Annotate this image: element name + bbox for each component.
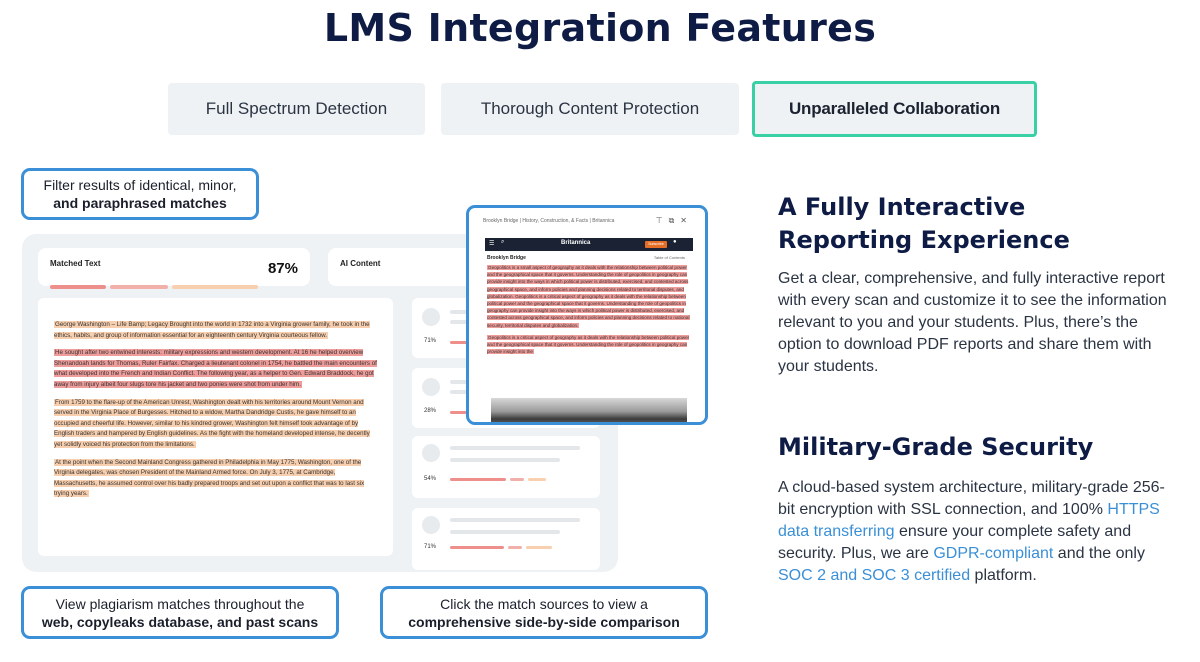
- source-article-text: Geopolitics is a small aspect of geography as it deals with the relationship between political power and the geographical space that it governs. Understanding the role of geopolitics in geography can provide insight into the ways in which political power is distributed, exercised, and contested across geographical space, and inform policies and planning decisions related to territorial disputes, and globalization. Geopolitics is a critical aspect of geography as it deals with the relationship between political power and the geographical space that it governs. Understanding the role of geopolitics in geography can provide insight into the ways in which political power is distributed, exercised, and contested across geographical space, and inform policies and planning decisions related to national security, territorial disputes and globalization. Geopolitics is a critical aspect of geography as it deals with the relationship between political power and the geographical space that it governs. Understanding the role of geopolitics in geography can provide insight into the: [487, 265, 690, 355]
- browser-window-icons: [656, 216, 693, 226]
- document-paragraph: George Washington – Life Bamp; Legacy Brought into the world in 1732 into a Virginia grower family, he took in the ethics, habits, and group of information essential for an eighteenth century Virginia courteous fellow.: [54, 321, 370, 339]
- article-breadcrumb: Brooklyn Bridge: [487, 255, 526, 261]
- browser-tab-title: Brooklyn Bridge | History, Construction, & Facts | Britannica: [483, 218, 615, 224]
- matched-bar-identical: [50, 285, 106, 289]
- source-match-percent: 71%: [424, 544, 437, 550]
- britannica-navbar: [485, 238, 693, 251]
- ai-content-label: AI Content: [340, 259, 381, 268]
- https-link[interactable]: HTTPS data transferring: [778, 501, 1160, 540]
- section-title-interactive-reporting: A Fully Interactive Reporting Experience: [778, 193, 1070, 254]
- tab-unparalleled-collaboration[interactable]: Unparalleled Collaboration: [752, 81, 1037, 137]
- matched-bar-minor: [110, 285, 168, 289]
- callout-side-by-side: Click the match sources to view a comprehensive side-by-side comparison: [380, 586, 708, 639]
- source-favicon-icon: [422, 444, 440, 462]
- article-photo: [491, 398, 687, 425]
- pin-icon[interactable]: ⊤: [655, 216, 669, 225]
- match-source-card[interactable]: [412, 508, 600, 570]
- section-body-security: A cloud-based system architecture, military-grade 256-bit encryption with SSL connection, and 100% HTTPS data transferring ensure your complete safety and security. Plus, we are GDPR-compliant and the only SOC 2 and SOC 3 certified platform.: [778, 479, 1165, 584]
- table-of-contents-link[interactable]: Table of Contents: [653, 255, 685, 260]
- britannica-logo: Britannica: [561, 240, 591, 246]
- gdpr-link[interactable]: GDPR-compliant: [933, 545, 1054, 562]
- menu-icon[interactable]: ☰: [489, 241, 495, 247]
- source-favicon-icon: [422, 378, 440, 396]
- match-source-card[interactable]: [412, 436, 600, 498]
- external-link-icon[interactable]: ⧉: [668, 216, 681, 225]
- tab-full-spectrum-detection[interactable]: Full Spectrum Detection: [168, 83, 425, 135]
- close-icon[interactable]: ✕: [680, 216, 693, 225]
- matched-text-label: Matched Text: [50, 259, 101, 268]
- source-favicon-icon: [422, 308, 440, 326]
- section-title-security: Military-Grade Security: [778, 433, 1094, 461]
- matched-bar-paraphrased: [172, 285, 258, 289]
- section-body-interactive-reporting: Get a clear, comprehensive, and fully interactive report with every scan and customize it to see the information relevant to you and your students. Plus, there’s the option to download PDF reports and share them with your students.: [778, 270, 1167, 375]
- matched-text-card[interactable]: [38, 248, 310, 286]
- subscribe-button[interactable]: Subscribe: [645, 241, 667, 248]
- search-icon[interactable]: ⌕: [501, 239, 505, 245]
- matched-text-value: 87%: [267, 260, 298, 277]
- callout-view-matches: View plagiarism matches throughout the web, copyleaks database, and past scans: [21, 586, 339, 639]
- source-match-percent: 28%: [424, 408, 437, 414]
- tab-thorough-content-protection[interactable]: Thorough Content Protection: [441, 83, 739, 135]
- callout-filter-results: Filter results of identical, minor, and paraphrased matches: [21, 168, 259, 220]
- source-match-percent: 71%: [424, 338, 437, 344]
- page-title: LMS Integration Features: [323, 6, 877, 50]
- document-paragraph: At the point when the Second Mainland Congress gathered in Philadelphia in May 1775, Washington, one of the Virginia delegates, was chosen President of the Mainland Armed force. On July 3, 1775, at Cambridge, Massachusetts, he assumed control over his badly prepared troops and set out upon a conflict that was to last six trying years.: [54, 458, 365, 498]
- document-paragraph: He sought after two entwined interests: military expressions and western development. At 16 he helped overview Shenandoah lands for Thomas, Ruler Fairfax. Charged a lieutenant colonel in 1754, he battled the main encounters of what developed into the French and Indian Conflict. The following year, as a helper to Gen. Edward Braddock, he got away from injury albeit four slugs tore his jacket and two ponies were shot from under him.: [54, 349, 377, 388]
- scanned-document: [38, 298, 393, 556]
- source-favicon-icon: [422, 516, 440, 534]
- soc-link[interactable]: SOC 2 and SOC 3 certified: [778, 567, 971, 584]
- account-icon[interactable]: ●: [673, 239, 677, 245]
- document-paragraph: From 1759 to the flare-up of the American Unrest, Washington dealt with his territories around Mount Vernon and served in the Virginia Place of Burgesses. Hitched to a widow, Martha Dandridge Custis, he gave himself to an occupied and cheerful life. However, similar to his kindred grower, Washington felt himself took advantage of by English traders and hampered by English guidelines. As the fight with the homeland developed intense, he decently yet solidly voiced his protection from the limitations.: [54, 398, 370, 448]
- side-by-side-source-preview[interactable]: [466, 205, 708, 425]
- source-match-percent: 54%: [424, 476, 437, 482]
